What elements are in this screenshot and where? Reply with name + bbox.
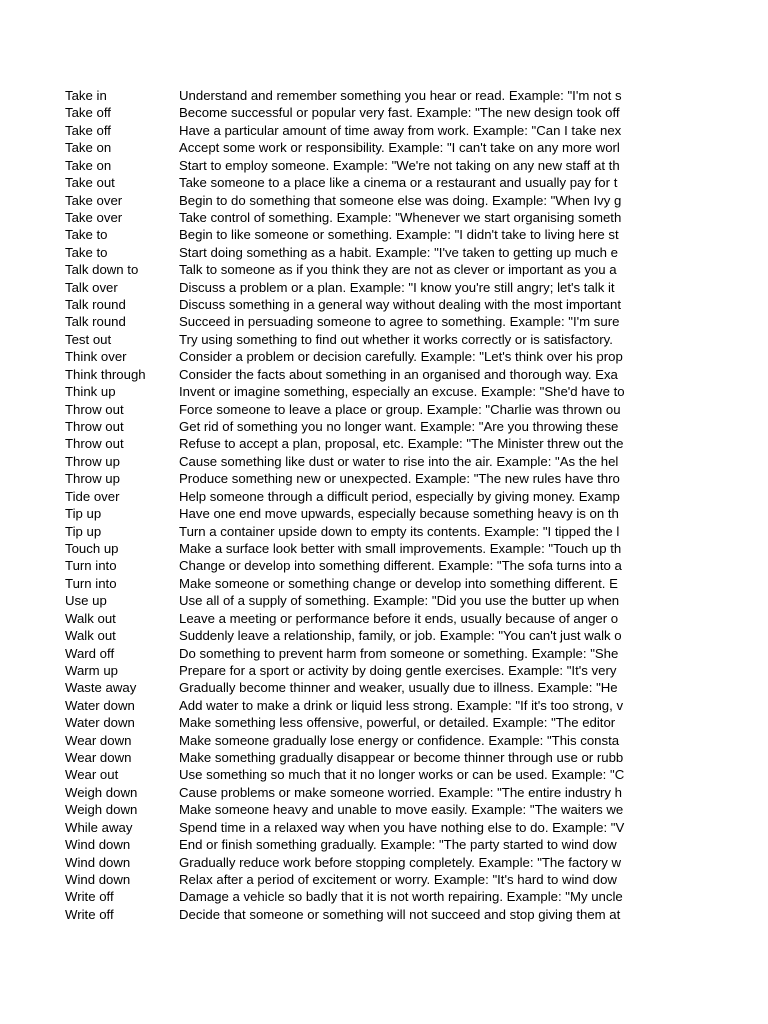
list-item: [0, 592, 768, 609]
list-item: [0, 766, 768, 783]
list-item: [0, 244, 768, 261]
definition: Relax after a period of excitement or worry. Example: "It's hard to wind dow: [179, 871, 617, 887]
list-item: [0, 523, 768, 540]
list-item: [0, 313, 768, 330]
phrasal-verb: Wind down: [65, 837, 131, 853]
list-item: [0, 139, 768, 156]
phrasal-verb: Throw out: [65, 401, 124, 417]
definition: Become successful or popular very fast. Example: "The new design took off: [179, 105, 620, 121]
list-item: [0, 854, 768, 871]
phrasal-verb: While away: [65, 819, 133, 835]
definition: Discuss a problem or a plan. Example: "I know you're still angry; let's talk it: [179, 279, 615, 295]
phrasal-verb: Take out: [65, 175, 115, 191]
phrasal-verb: Walk out: [65, 610, 116, 626]
list-item: [0, 261, 768, 278]
definition: Understand and remember something you hear or read. Example: "I'm not s: [179, 88, 622, 103]
phrasal-verb: Tide over: [65, 488, 120, 504]
definition: Get rid of something you no longer want. Example: "Are you throwing these: [179, 419, 619, 435]
definition: Take control of something. Example: "Whenever we start organising someth: [179, 209, 622, 225]
phrasal-verb: Throw out: [65, 436, 124, 452]
phrasal-verb: Take on: [65, 157, 112, 173]
phrasal-verb: Walk out: [65, 628, 116, 644]
phrasal-verb: Test out: [65, 331, 112, 347]
phrasal-verb: Talk down to: [65, 262, 139, 278]
list-item: [0, 888, 768, 905]
list-item: [0, 174, 768, 191]
list-item: [0, 296, 768, 313]
definition: Invent or imagine something, especially an excuse. Example: "She'd have to: [179, 384, 625, 400]
list-item: [0, 610, 768, 627]
list-item: [0, 906, 768, 923]
definition: Make someone heavy and unable to move easily. Example: "The waiters we: [179, 802, 624, 818]
definition: Take someone to a place like a cinema or a restaurant and usually pay for t: [179, 175, 618, 191]
list-item: [0, 383, 768, 400]
list-item: [0, 104, 768, 121]
list-item: [0, 575, 768, 592]
definition: Make a surface look better with small improvements. Example: "Touch up th: [179, 540, 622, 556]
phrasal-verb: Write off: [65, 906, 114, 922]
phrasal-verb: Talk over: [65, 279, 118, 295]
list-item: [0, 784, 768, 801]
phrasal-verb: Water down: [65, 715, 135, 731]
phrasal-verb: Weigh down: [65, 784, 138, 800]
phrasal-verb: Talk round: [65, 314, 126, 330]
phrasal-verb: Think up: [65, 384, 116, 400]
definition: Consider the facts about something in an organised and thorough way. Exa: [179, 366, 618, 382]
phrasal-verb-list: [0, 87, 768, 923]
list-item: [0, 87, 768, 104]
list-item: [0, 401, 768, 418]
list-item: [0, 505, 768, 522]
list-item: [0, 157, 768, 174]
phrasal-verb: Warm up: [65, 662, 119, 678]
definition: Make something less offensive, powerful, or detailed. Example: "The editor: [179, 715, 616, 731]
phrasal-verb: Turn into: [65, 558, 117, 574]
list-item: [0, 488, 768, 505]
phrasal-verb: Water down: [65, 697, 135, 713]
phrasal-verb: Take off: [65, 105, 111, 121]
definition: Prepare for a sport or activity by doing gentle exercises. Example: "It's very: [179, 662, 617, 678]
definition: Start to employ someone. Example: "We're not taking on any new staff at th: [179, 157, 620, 173]
definition: Cause something like dust or water to rise into the air. Example: "As the hel: [179, 453, 619, 469]
list-item: [0, 192, 768, 209]
list-item: [0, 348, 768, 365]
list-item: [0, 122, 768, 139]
list-item: [0, 470, 768, 487]
phrasal-verb: Ward off: [65, 645, 115, 661]
list-item: [0, 679, 768, 696]
phrasal-verb: Write off: [65, 889, 114, 905]
list-item: [0, 662, 768, 679]
phrasal-verb: Tip up: [65, 506, 102, 522]
list-item: [0, 836, 768, 853]
definition: Begin to do something that someone else was doing. Example: "When Ivy g: [179, 192, 622, 208]
phrasal-verb: Touch up: [65, 540, 119, 556]
list-item: [0, 557, 768, 574]
phrasal-verb: Wind down: [65, 871, 131, 887]
definition: Have one end move upwards, especially because something heavy is on th: [179, 506, 619, 522]
phrasal-verb: Think over: [65, 349, 127, 365]
definition: Consider a problem or decision carefully. Example: "Let's think over his prop: [179, 349, 623, 365]
list-item: [0, 732, 768, 749]
definition: Refuse to accept a plan, proposal, etc. Example: "The Minister threw out the: [179, 436, 624, 452]
list-item: [0, 209, 768, 226]
definition: Produce something new or unexpected. Example: "The new rules have thro: [179, 471, 620, 487]
phrasal-verb: Throw up: [65, 471, 120, 487]
list-item: [0, 714, 768, 731]
definition: Add water to make a drink or liquid less strong. Example: "If it's too strong, v: [179, 697, 624, 713]
phrasal-verb: Tip up: [65, 523, 102, 539]
definition: Discuss something in a general way without dealing with the most important: [179, 297, 622, 313]
definition: End or finish something gradually. Example: "The party started to wind dow: [179, 837, 617, 853]
definition: Turn a container upside down to empty its contents. Example: "I tipped the l: [179, 523, 620, 539]
phrasal-verb: Wind down: [65, 854, 131, 870]
list-item: [0, 366, 768, 383]
phrasal-verb: Take over: [65, 209, 123, 225]
definition: Use something so much that it no longer works or can be used. Example: "C: [179, 767, 625, 783]
phrasal-verb: Think through: [65, 366, 146, 382]
definition: Start doing something as a habit. Example: "I've taken to getting up much e: [179, 244, 618, 260]
definition: Succeed in persuading someone to agree to something. Example: "I'm sure: [179, 314, 620, 330]
phrasal-verb: Throw up: [65, 453, 120, 469]
list-item: [0, 871, 768, 888]
definition: Force someone to leave a place or group. Example: "Charlie was thrown ou: [179, 401, 621, 417]
phrasal-verb: Use up: [65, 593, 107, 609]
definition: Help someone through a difficult period, especially by giving money. Examp: [179, 488, 620, 504]
definition: Try using something to find out whether it works correctly or is satisfactory.: [179, 331, 613, 347]
phrasal-verb: Take over: [65, 192, 123, 208]
definition: Leave a meeting or performance before it ends, usually because of anger o: [179, 610, 619, 626]
list-item: [0, 331, 768, 348]
definition: Talk to someone as if you think they are not as clever or important as you a: [179, 262, 617, 278]
list-item: [0, 627, 768, 644]
list-item: [0, 819, 768, 836]
definition: Use all of a supply of something. Example: "Did you use the butter up when: [179, 593, 620, 609]
definition: Accept some work or responsibility. Example: "I can't take on any more worl: [179, 140, 620, 156]
phrasal-verb: Waste away: [65, 680, 137, 696]
phrasal-verb: Wear down: [65, 732, 132, 748]
definition: Spend time in a relaxed way when you have nothing else to do. Example: "V: [179, 819, 625, 835]
phrasal-verb: Take to: [65, 244, 108, 260]
list-item: [0, 226, 768, 243]
definition: Do something to prevent harm from someone or something. Example: "She: [179, 645, 619, 661]
list-item: [0, 279, 768, 296]
list-item: [0, 435, 768, 452]
list-item: [0, 801, 768, 818]
phrasal-verb: Take to: [65, 227, 108, 243]
definition: Suddenly leave a relationship, family, or job. Example: "You can't just walk o: [179, 628, 622, 644]
phrasal-verb: Wear out: [65, 767, 119, 783]
list-item: [0, 540, 768, 557]
definition: Gradually become thinner and weaker, usually due to illness. Example: "He: [179, 680, 618, 696]
definition: Begin to like someone or something. Example: "I didn't take to living here st: [179, 227, 619, 243]
definition: Decide that someone or something will not succeed and stop giving them at: [179, 906, 621, 922]
definition: Gradually reduce work before stopping completely. Example: "The factory w: [179, 854, 622, 870]
phrasal-verb: Take off: [65, 122, 111, 138]
phrasal-verb: Take in: [65, 88, 107, 103]
phrasal-verb: Take on: [65, 140, 112, 156]
list-item: [0, 418, 768, 435]
definition: Make someone gradually lose energy or confidence. Example: "This consta: [179, 732, 620, 748]
definition: Change or develop into something different. Example: "The sofa turns into a: [179, 558, 622, 574]
definition: Cause problems or make someone worried. Example: "The entire industry h: [179, 784, 622, 800]
list-item: [0, 697, 768, 714]
definition: Have a particular amount of time away from work. Example: "Can I take nex: [179, 122, 622, 138]
definition: Damage a vehicle so badly that it is not worth repairing. Example: "My uncle: [179, 889, 623, 905]
phrasal-verb: Weigh down: [65, 802, 138, 818]
definition: Make something gradually disappear or become thinner through use or rubb: [179, 750, 624, 766]
definition: Make someone or something change or develop into something different. E: [179, 575, 618, 591]
phrasal-verb: Turn into: [65, 575, 117, 591]
list-item: [0, 749, 768, 766]
phrasal-verb: Throw out: [65, 419, 124, 435]
phrasal-verb: Talk round: [65, 297, 126, 313]
list-item: [0, 645, 768, 662]
list-item: [0, 453, 768, 470]
phrasal-verb: Wear down: [65, 750, 132, 766]
